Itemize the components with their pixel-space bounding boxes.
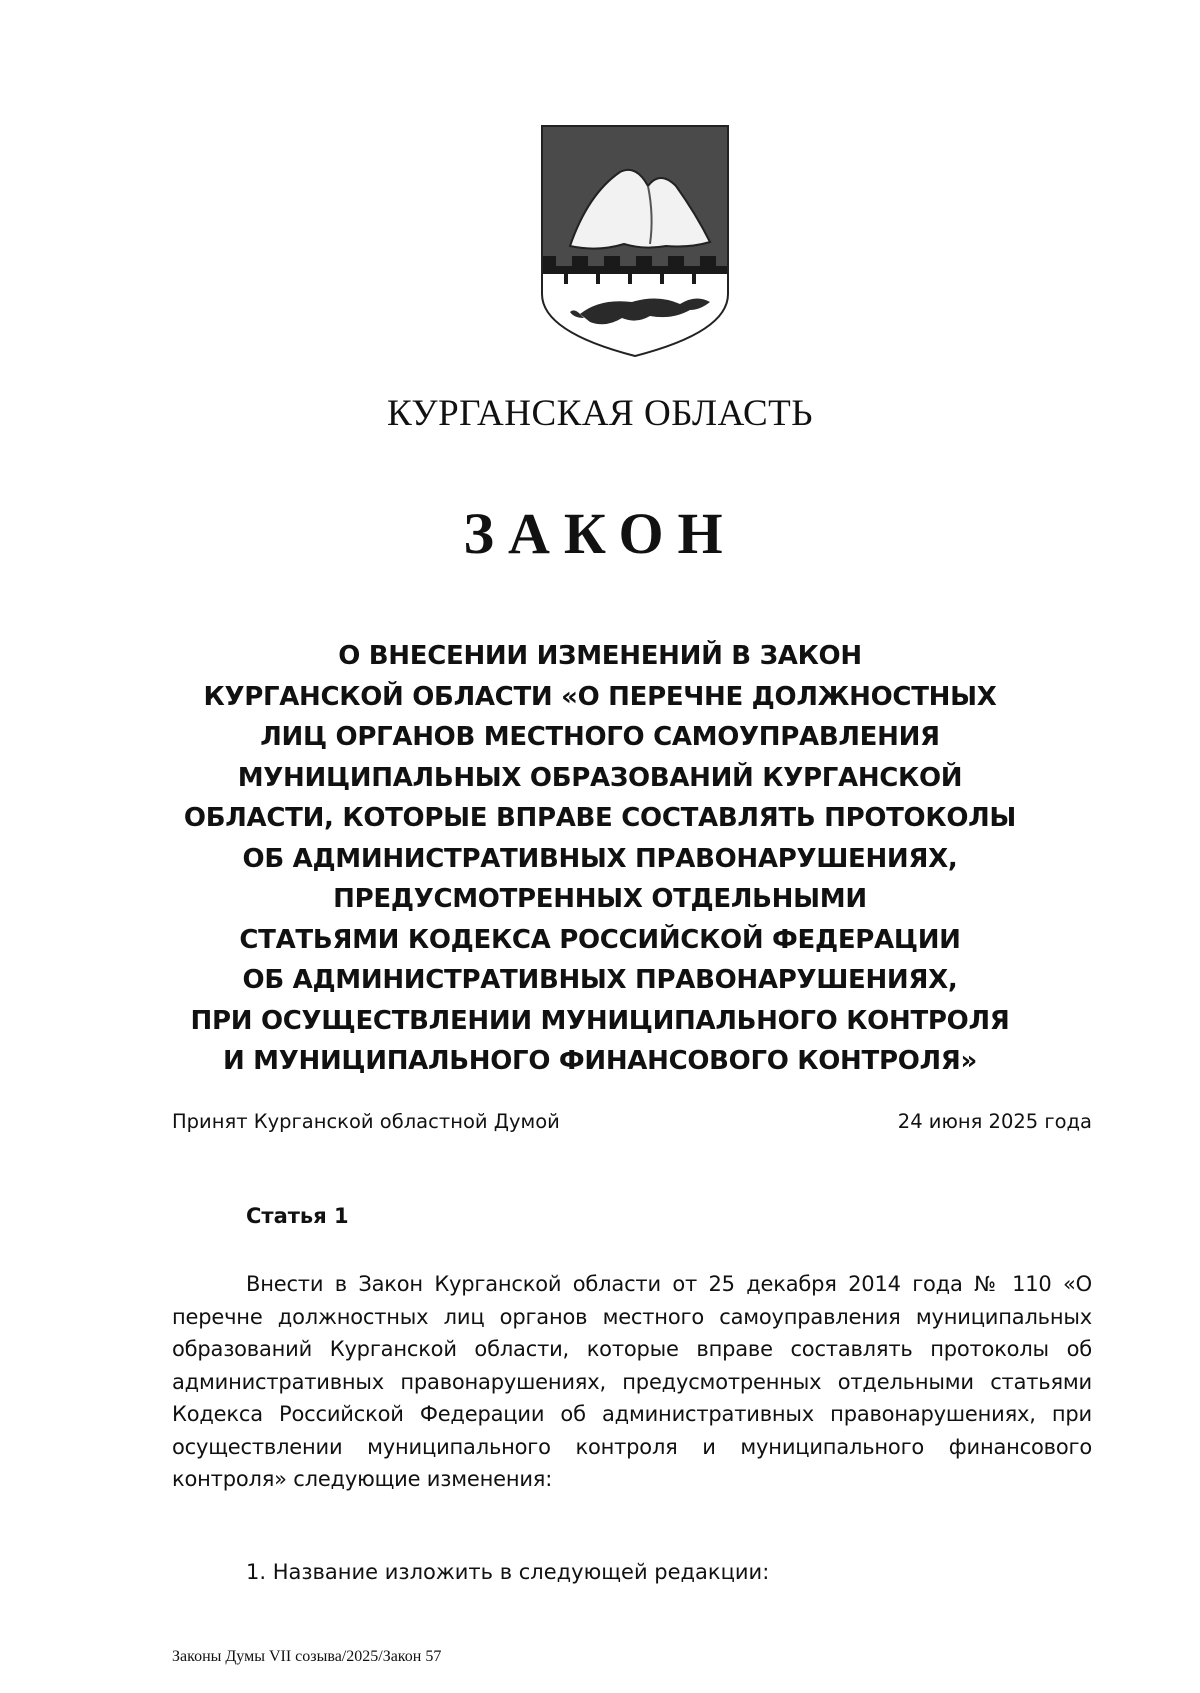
title-line: О ВНЕСЕНИИ ИЗМЕНЕНИЙ В ЗАКОН [338,641,862,671]
article-item-1: 1. Название изложить в следующей редакции: [246,1560,770,1584]
adopted-by: Принят Курганской областной Думой [172,1110,560,1133]
document-type: ЗАКОН [463,501,737,566]
footer-reference: Законы Думы VII созыва/2025/Закон 57 [172,1648,442,1665]
title-line: МУНИЦИПАЛЬНЫХ ОБРАЗОВАНИЙ КУРГАНСКОЙ [237,762,963,793]
article-paragraph: Внести в Закон Курганской области от 25 декабря 2014 года № 110 «О перечне должностных лиц органов местного самоуправления муниципальных образований Курганской области, которые вправе составлять протоколы об административных правонарушениях, предусмотренных отдельными статьями Кодекса Российской Федерации об административных правонарушениях, при осуществлении муниципального контроля и муниципального финансового контроля» следующие изменения: [172,1272,1092,1491]
title-line: ЛИЦ ОРГАНОВ МЕСТНОГО САМОУПРАВЛЕНИЯ [260,722,940,752]
title-line: ПРИ ОСУЩЕСТВЛЕНИИ МУНИЦИПАЛЬНОГО КОНТРОЛЯ [190,1005,1010,1036]
adoption-date: 24 июня 2025 года [897,1110,1092,1133]
title-line: КУРГАНСКОЙ ОБЛАСТИ «О ПЕРЕЧНЕ ДОЛЖНОСТНЫХ [203,681,997,712]
title-line: ОБ АДМИНИСТРАТИВНЫХ ПРАВОНАРУШЕНИЯХ, [242,843,958,874]
article-heading: Статья 1 [246,1204,349,1228]
title-line: ОБЛАСТИ, КОТОРЫЕ ВПРАВЕ СОСТАВЛЯТЬ ПРОТОКОЛЫ [183,803,1017,833]
title-line: ПРЕДУСМОТРЕННЫХ ОТДЕЛЬНЫМИ [333,884,867,914]
title-line: И МУНИЦИПАЛЬНОГО ФИНАНСОВОГО КОНТРОЛЯ» [222,1046,978,1076]
title-line: СТАТЬЯМИ КОДЕКСА РОССИЙСКОЙ ФЕДЕРАЦИИ [239,924,961,955]
law-title [150,636,1050,1082]
coat-of-arms-icon [540,124,730,360]
region-name: КУРГАНСКАЯ ОБЛАСТЬ [386,393,814,434]
title-line: ОБ АДМИНИСТРАТИВНЫХ ПРАВОНАРУШЕНИЯХ, [242,965,958,995]
